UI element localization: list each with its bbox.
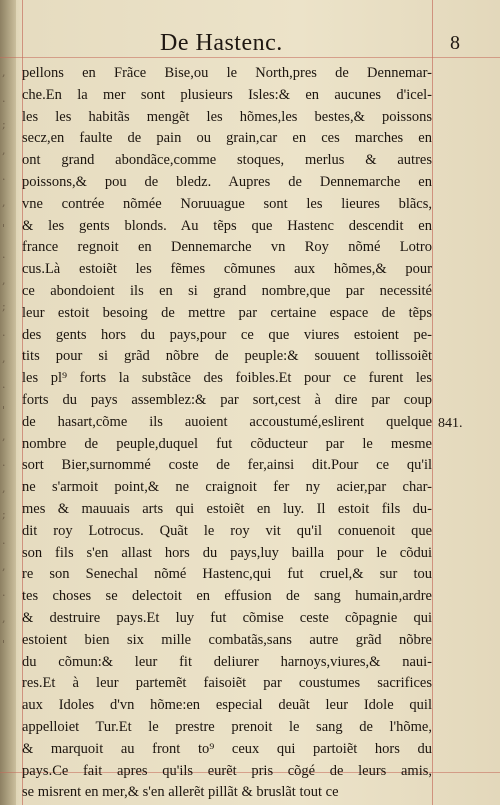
- header-rule: [0, 57, 500, 58]
- text-line: ne s'armoit point,& ne craignoit fer ny acier,par char-: [22, 479, 432, 496]
- running-head: De Hastenc.: [160, 30, 283, 56]
- text-line: vne contrée nõmée Noruuague sont les lieures blãcs,: [22, 195, 432, 212]
- text-line: & les gents blonds. Au tẽps que Hastenc descendit en: [22, 217, 432, 234]
- text-line: res.Et à leur partemẽt faisoiẽt par coustumes sacrifices: [22, 675, 432, 692]
- text-line: appelloiet Tur.Et le prestre prenoit le sang de l'hõme,: [22, 718, 432, 735]
- text-line: sort Bier,surnommé coste de fer,ainsi dit.Pour ce qu'il: [22, 457, 432, 474]
- text-line: re son Senechal nõmé Hastenc,qui fut cruel,& sur tou: [22, 566, 432, 583]
- text-line: pellons en Frãce Bise,ou le North,pres de Dennemar-: [22, 65, 432, 81]
- text-line: des gents hors du pays,pour ce que viures estoient pe-: [22, 326, 432, 343]
- text-line: forts du pays assemblez:& par sort,cest à dire par coup: [22, 391, 432, 408]
- text-line: leur estoit besoing de mettre par certaine espace de tẽps: [22, 304, 432, 321]
- text-line: cus.Là estoiẽt les fẽmes cõmunes aux hõmes,& pour: [22, 261, 432, 278]
- marginal-year-note: 841.: [438, 416, 463, 431]
- text-line: dit roy Lotrocus. Quãt le roy vit qu'il conuenoit que: [22, 522, 432, 539]
- text-line: che.En la mer sont plusieurs Isles:& en aucunes d'icel-: [22, 86, 432, 103]
- binding-gutter: [0, 0, 16, 805]
- body-text: [22, 63, 432, 804]
- page-header: [30, 22, 470, 56]
- text-line: secz,en faulte de pain ou grain,car en ces marches en: [22, 130, 432, 147]
- text-line: du cõmun:& leur fit deliurer harnoys,viures,& naui-: [22, 653, 432, 670]
- text-line: estoient bien six mille combatãs,sans autre grãd nõbre: [22, 631, 432, 648]
- text-line: les pl⁹ forts la substãce des foibles.Et pour ce furent les: [22, 370, 432, 387]
- text-line: tits pour si grãd nõbre de peuple:& souuent tollissoiẽt: [22, 348, 432, 365]
- text-line: poissons,& pou de bledz. Aupres de Dennemarche en: [22, 173, 432, 190]
- text-line: son fils s'en allast hors du pays,luy bailla pour le cõdui: [22, 544, 432, 561]
- page-number: 8: [450, 32, 460, 54]
- right-margin-rule: [432, 0, 433, 805]
- text-line: mes & mauuais arts qui estoiẽt en luy. Il estoit fils du-: [22, 500, 432, 517]
- text-line: & marquoit au front to⁹ ceux qui partoiẽt hors du: [22, 740, 432, 757]
- bleed-through-marks: , . ; , . , ' . , ; . , . ' , . , ; . , . , ': [2, 66, 6, 651]
- text-line: tes choses se delectoit en effusion de sang humain,ardre: [22, 588, 432, 605]
- text-line: & destruire pays.Et luy fut cõmise ceste cõpagnie qui: [22, 609, 432, 626]
- text-line: ont grand abondãce,comme stoques, merlus & autres: [22, 152, 432, 169]
- text-line: de hasart,cõme ils auoient accoustumé,eslirent quelque: [22, 413, 432, 430]
- text-line: ce abondoient ils en si grand nombre,que par necessité: [22, 282, 432, 299]
- text-line: france regnoit en Dennemarche vn Roy nõmé Lotro: [22, 239, 432, 256]
- text-line: les les habitãs mengẽt les hõmes,les bestes,& poissons: [22, 108, 432, 125]
- text-line: nombre de peuple,duquel fut cõducteur par le mesme: [22, 435, 432, 452]
- text-line: pays.Ce fait apres qu'ils eurẽt pris cõgé de leurs amis,: [22, 762, 432, 779]
- text-line: se misrent en mer,& s'en allerẽt pillãt & bruslãt tout ce: [22, 784, 339, 801]
- text-line: aux Idoles d'vn hõme:en especial deuãt leur Idole quil: [22, 697, 432, 714]
